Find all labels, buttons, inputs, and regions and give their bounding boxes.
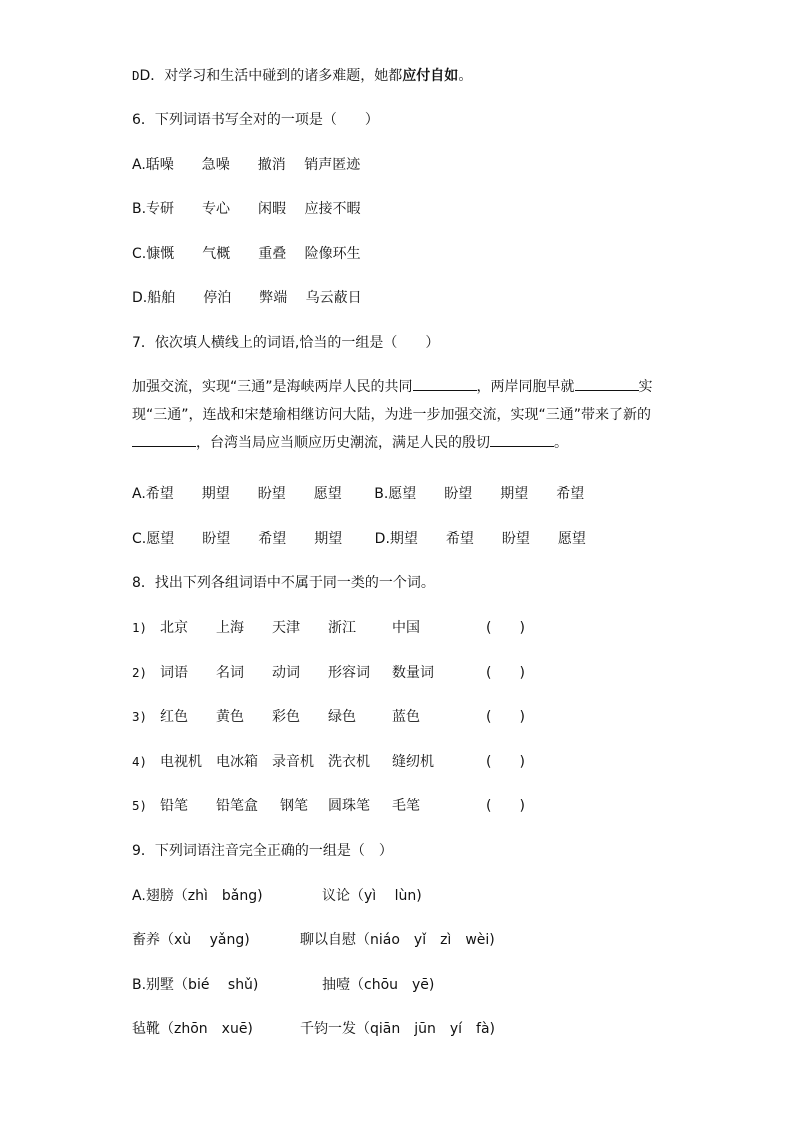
word: 电冰箱 [216, 754, 258, 770]
question-8: 8．找出下列各组词语中不属于同一类的一个词。 [132, 575, 435, 591]
item-number: 4) [132, 754, 148, 769]
word: 数量词 [392, 665, 434, 681]
q6-option-a: A.聒噪 急噪 撤消 销声匿迹 [132, 157, 361, 173]
word: 动词 [272, 665, 300, 681]
word: 毛笔 [392, 798, 420, 814]
answer-paren: ( ) [486, 665, 525, 681]
answer-paren: ( ) [486, 620, 525, 636]
question-7: 7．依次填人横线上的词语,恰当的一组是（ ） [132, 335, 440, 351]
q9-a-word-4: 聊以自慰（niáo yǐ zì wèi) [300, 932, 495, 948]
word: 铅笔盒 [216, 798, 258, 814]
word: 名词 [216, 665, 244, 681]
word: 上海 [216, 620, 244, 636]
word: 浙江 [328, 620, 356, 636]
word: 北京 [160, 620, 188, 636]
word: 录音机 [272, 754, 314, 770]
q9-b-word-1: B.别墅（bié shǔ) [132, 977, 259, 993]
q9-b-word-3: 毡靴（zhōn xuē) [132, 1021, 253, 1037]
word: 钢笔 [280, 798, 308, 814]
word: 绿色 [328, 709, 356, 725]
q9-a-word-1: A.翅膀（zhì bǎng) [132, 888, 263, 904]
word: 黄色 [216, 709, 244, 725]
word: 词语 [160, 665, 188, 681]
item-number: 2) [132, 665, 148, 680]
fill-blank [132, 432, 196, 447]
word: 圆珠笔 [328, 798, 370, 814]
word: 缝纫机 [392, 754, 434, 770]
answer-paren: ( ) [486, 798, 525, 814]
q7-options-ab: A.希望 期望 盼望 愿望 B.愿望 盼望 期望 希望 [132, 486, 585, 502]
word: 红色 [160, 709, 188, 725]
word: 洗衣机 [328, 754, 370, 770]
q7-passage: 加强交流，实现“三通”是海峡两岸人民的共同 ，两岸同胞早就 实现“三通”，连战和宋楚瑜相继访问大陆，为进一步加强交流，实现“三通”带来了新的，台湾当局应当顺应历史潮流，满足人民的殷切 。 [132, 373, 662, 457]
q6-option-d: D.船舶 停泊 弊端 乌云蔽日 [132, 290, 362, 306]
fill-blank [575, 376, 639, 391]
word: 彩色 [272, 709, 300, 725]
q9-a-word-3: 畜养（xù yǎng) [132, 932, 250, 948]
bold-phrase: 应付自如 [402, 68, 459, 84]
fill-blank [490, 432, 554, 447]
word: 天津 [272, 620, 300, 636]
option-d-line: DD．对学习和生活中碰到的诸多难题，她都应付自如。 [132, 68, 473, 84]
word: 蓝色 [392, 709, 420, 725]
q7-options-cd: C.愿望 盼望 希望 期望 D.期望 希望 盼望 愿望 [132, 531, 586, 547]
word: 形容词 [328, 665, 370, 681]
item-number: 3) [132, 709, 148, 724]
question-9: 9．下列词语注音完全正确的一组是（ ） [132, 843, 393, 859]
question-6: 6．下列词语书写全对的一项是（ ） [132, 112, 379, 128]
item-number: 5) [132, 798, 148, 813]
word: 电视机 [160, 754, 202, 770]
fill-blank [413, 376, 477, 391]
q6-option-c: C.慷慨 气概 重叠 险像环生 [132, 246, 361, 262]
word: 铅笔 [160, 798, 188, 814]
answer-paren: ( ) [486, 754, 525, 770]
item-number: 1) [132, 620, 148, 635]
q6-option-b: B.专研 专心 闲暇 应接不暇 [132, 201, 361, 217]
word: 中国 [392, 620, 420, 636]
q9-b-word-4: 千钧一发（qiān jūn yí fà) [300, 1021, 496, 1037]
q9-a-word-2: 议论（yì lùn) [322, 888, 422, 904]
q9-b-word-2: 抽噎（chōu yē) [322, 977, 435, 993]
answer-paren: ( ) [486, 709, 525, 725]
